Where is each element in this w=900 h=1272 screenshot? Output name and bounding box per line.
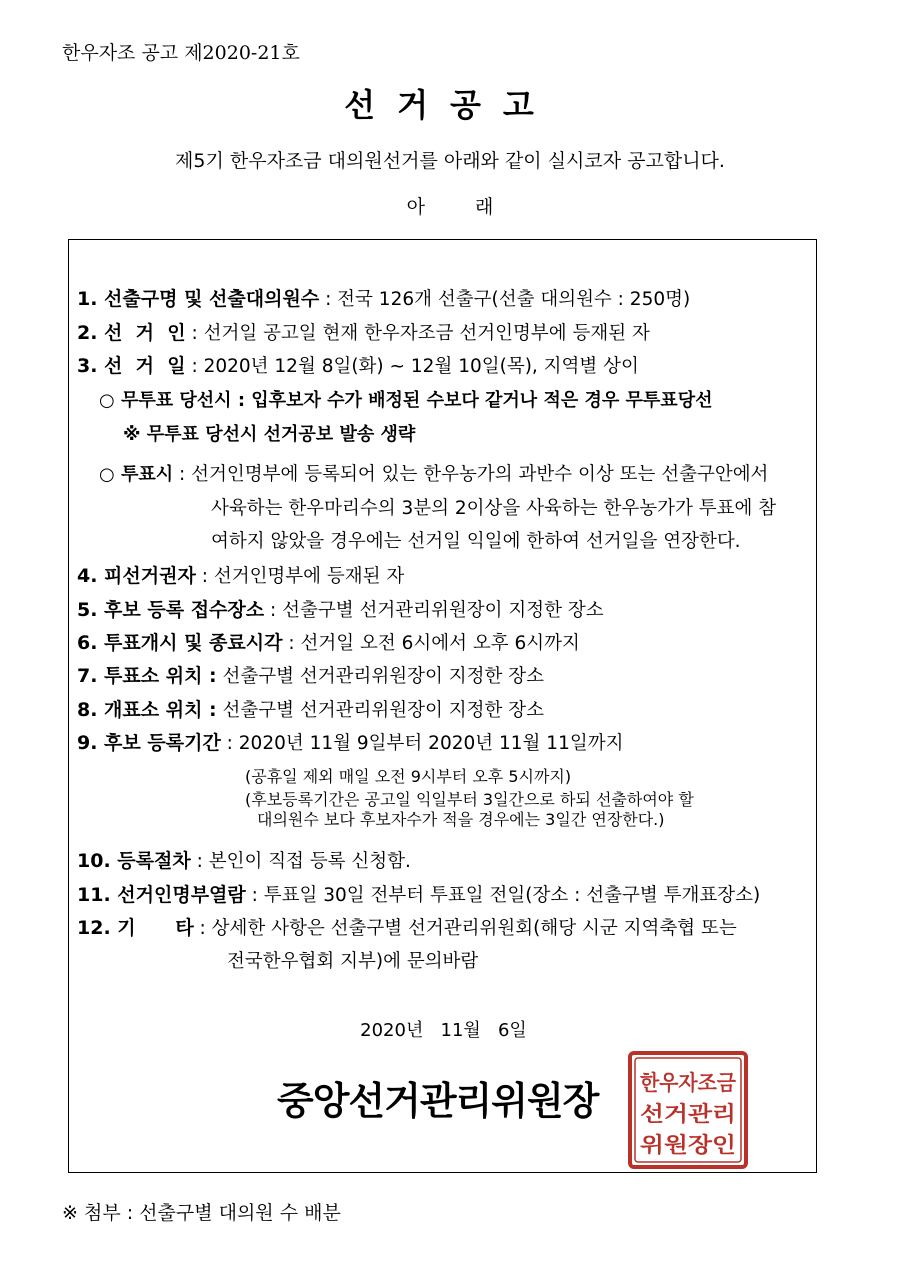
vote-line-1 — [99, 460, 768, 486]
item-label: 2. 선 거 인 — [77, 322, 186, 344]
registration-note-1: (공휴일 제외 매일 오전 9시부터 오후 5시까지) — [245, 767, 572, 786]
item-text: : 본인이 직접 등록 신청함. — [190, 851, 411, 872]
committee-name: 중앙선거관리위원장 — [277, 1079, 599, 1123]
item-6 — [77, 628, 580, 655]
item-label: 12. 기 타 — [77, 917, 194, 939]
intro-text: 제5기 한우자조금 대의원선거를 아래와 같이 실시코자 공고합니다. — [175, 150, 725, 172]
official-seal-icon — [628, 1051, 748, 1169]
item-text: 선출구별 선거관리위원장이 지정한 장소 — [216, 700, 544, 721]
item-text: 선출구별 선거관리위원장이 지정한 장소 — [216, 666, 544, 687]
ah-rae-heading: 아래 — [406, 196, 544, 218]
registration-note-3: 대의원수 보다 후보자수가 적을 경우에는 3일간 연장한다.) — [257, 810, 665, 829]
item-11 — [77, 880, 760, 907]
item-text: : 선거일 공고일 현재 한우자조금 선거인명부에 등재된 자 — [185, 323, 650, 344]
item-12 — [77, 913, 737, 940]
item-label: 3. 선 거 일 — [77, 355, 186, 377]
vote-line-2: 사육하는 한우마리수의 3분의 2이상을 사육하는 한우농가가 투표에 참 — [211, 498, 777, 519]
item-5 — [77, 595, 604, 622]
item-label: 10. 등록절차 — [77, 850, 191, 872]
vote-line-3: 여하지 않았을 경우에는 선거일 익일에 한하여 선거일을 연장한다. — [211, 531, 741, 552]
item-text: : 선거인명부에 등재된 자 — [195, 566, 405, 587]
announcement-date: 2020년 11월 6일 — [360, 1020, 527, 1041]
page-title: 선거공고 — [344, 86, 556, 124]
announcement-box — [68, 239, 817, 1173]
item-label: 6. 투표개시 및 종료시각 — [77, 632, 283, 654]
item-2 — [77, 318, 650, 345]
item-12-line-2: 전국한우협회 지부)에 문의바람 — [227, 951, 479, 972]
seal-text-1: 한우자조금 — [639, 1070, 737, 1095]
item-7 — [77, 661, 544, 688]
document-number: 한우자조 공고 제2020-21호 — [62, 42, 300, 64]
item-text: : 2020년 11월 9일부터 2020년 11월 11일까지 — [220, 733, 624, 754]
item-label: 7. 투표소 위치 : — [77, 665, 217, 687]
item-text: : 투표일 30일 전부터 투표일 전일(장소 : 선출구별 투개표장소) — [245, 885, 761, 906]
item-9 — [77, 728, 623, 755]
vote-label: ○ 투표시 — [99, 464, 174, 485]
item-text: : 상세한 사항은 선출구별 선거관리위원회(해당 시군 지역축협 또는 — [193, 918, 737, 939]
item-text: : 선출구별 선거관리위원장이 지정한 장소 — [264, 600, 604, 621]
item-text: : 선거일 오전 6시에서 오후 6시까지 — [282, 633, 580, 654]
item-text: : 전국 126개 선출구(선출 대의원수 : 250명) — [319, 289, 691, 310]
item-10 — [77, 846, 411, 873]
item-label: 4. 피선거권자 — [77, 565, 196, 587]
item-1 — [77, 284, 690, 311]
no-vote-line-1: ○ 무투표 당선시 : 입후보자 수가 배정된 수보다 같거나 적은 경우 무투표당선 — [99, 390, 713, 411]
item-8 — [77, 695, 544, 722]
item-label: 1. 선출구명 및 선출대의원수 — [77, 288, 320, 310]
item-label: 9. 후보 등록기간 — [77, 732, 221, 754]
seal-text-2: 선거관리 — [640, 1101, 736, 1126]
attachment-note: ※ 첨부 : 선출구별 대의원 수 배분 — [62, 1202, 341, 1224]
item-label: 5. 후보 등록 접수장소 — [77, 599, 265, 621]
item-4 — [77, 561, 404, 588]
item-text: : 2020년 12월 8일(화) ~ 12월 10일(목), 지역별 상이 — [185, 356, 639, 377]
seal-text-3: 위원장인 — [640, 1132, 736, 1157]
item-3 — [77, 351, 639, 378]
vote-text: : 선거인명부에 등록되어 있는 한우농가의 과반수 이상 또는 선출구안에서 — [173, 464, 769, 485]
item-label: 8. 개표소 위치 : — [77, 699, 217, 721]
item-label: 11. 선거인명부열람 — [77, 884, 246, 906]
no-vote-line-2: ※ 무투표 당선시 선거공보 발송 생략 — [123, 424, 416, 445]
registration-note-2: (후보등록기간은 공고일 익일부터 3일간으로 하되 선출하여야 할 — [245, 790, 694, 809]
